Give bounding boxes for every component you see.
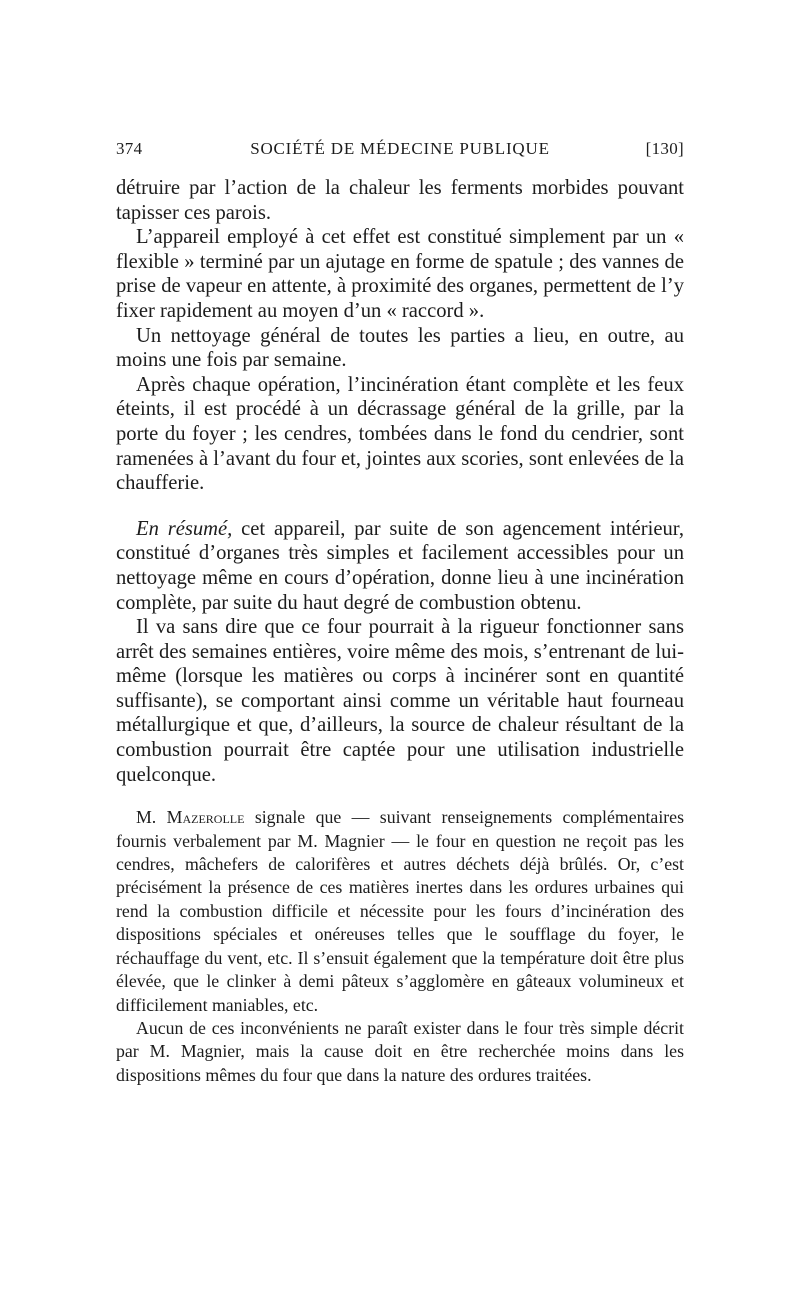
paragraph-appareil: L’appareil employé à cet effet est constitué simplement par un « flexible » terminé par un ajutage en forme de spatule ; des vannes de prise de vapeur en attente, à proximité des organes, permettent de l’y fixer rapidement au moyen d’un « raccord ».	[116, 226, 684, 322]
paragraph-resume	[116, 517, 684, 615]
paragraph-operation: Après chaque opération, l’incinération étant complète et les feux éteints, il est procédé à un décrassage général de la grille, par la porte du foyer ; les cendres, tombées dans le fond du cendrier, sont ramenées à l’avant du four et, jointes aux scories, sont enlevées de la chaufferie.	[116, 373, 684, 495]
speaker-name: M. Mazerolle	[136, 807, 245, 828]
note-paragraph-conclusion: Aucun de ces inconvénients ne paraît exister dans le four très simple décrit par M. Magnier, mais la cause doit en être recherchée moins dans les dispositions mêmes du four que dans la nature des ordures traitées.	[116, 1017, 684, 1085]
resume-text: cet appareil, par suite de son agencement intérieur, constitué d’organes très simples et facilement accessibles pour un nettoyage même en cours d’opération, donne lieu à une incinération complète, par suite du haut degré de combustion obtenu.	[116, 517, 684, 614]
running-head	[116, 137, 684, 161]
note-text: signale que — suivant renseignements complémentaires fournis verbalement par M. Magnier — le four en question ne reçoit pas les cendres, mâchefers de calorifères et autres déchets déjà brûlés. Or, c’est précisément la présence de ces matières inertes dans les ordures urbaines qui rend la combustion difficile et nécessite pour les fours d’incinération des dispositions spéciales et onéreuses telles que le soufflage du foyer, le réchauffage du vent, etc. Il s’ensuit également que la température doit être plus élevée, que le clinker à demi pâteux s’agglomère en gâteaux volumineux et difficilement maniables, etc.	[116, 807, 684, 1015]
body-text	[116, 176, 684, 1087]
discussion-note	[116, 806, 684, 1087]
resume-lead: En résumé,	[136, 517, 233, 540]
section-number: [130]	[645, 139, 684, 158]
paragraph-nettoyage: Un nettoyage général de toutes les parties a lieu, en outre, au moins une fois par semaine.	[116, 324, 684, 372]
running-title: SOCIÉTÉ DE MÉDECINE PUBLIQUE	[250, 139, 550, 158]
note-paragraph-mazerolle	[116, 806, 684, 1017]
paragraph-fonctionnement: Il va sans dire que ce four pourrait à la rigueur fonctionner sans arrêt des semaines entières, voire même des mois, s’entrenant de lui-même (lorsque les matières ou corps à incinérer sont en quantité suffisante), se comportant ainsi comme un véritable haut fourneau métallurgique et que, d’ailleurs, la source de chaleur résultant de la combustion pourrait être captée pour une utilisation industrielle quelconque.	[116, 616, 684, 786]
paragraph-continuation: détruire par l’action de la chaleur les ferments morbides pouvant tapisser ces parois.	[116, 177, 684, 224]
page-number: 374	[116, 139, 143, 158]
main-text	[116, 176, 684, 787]
